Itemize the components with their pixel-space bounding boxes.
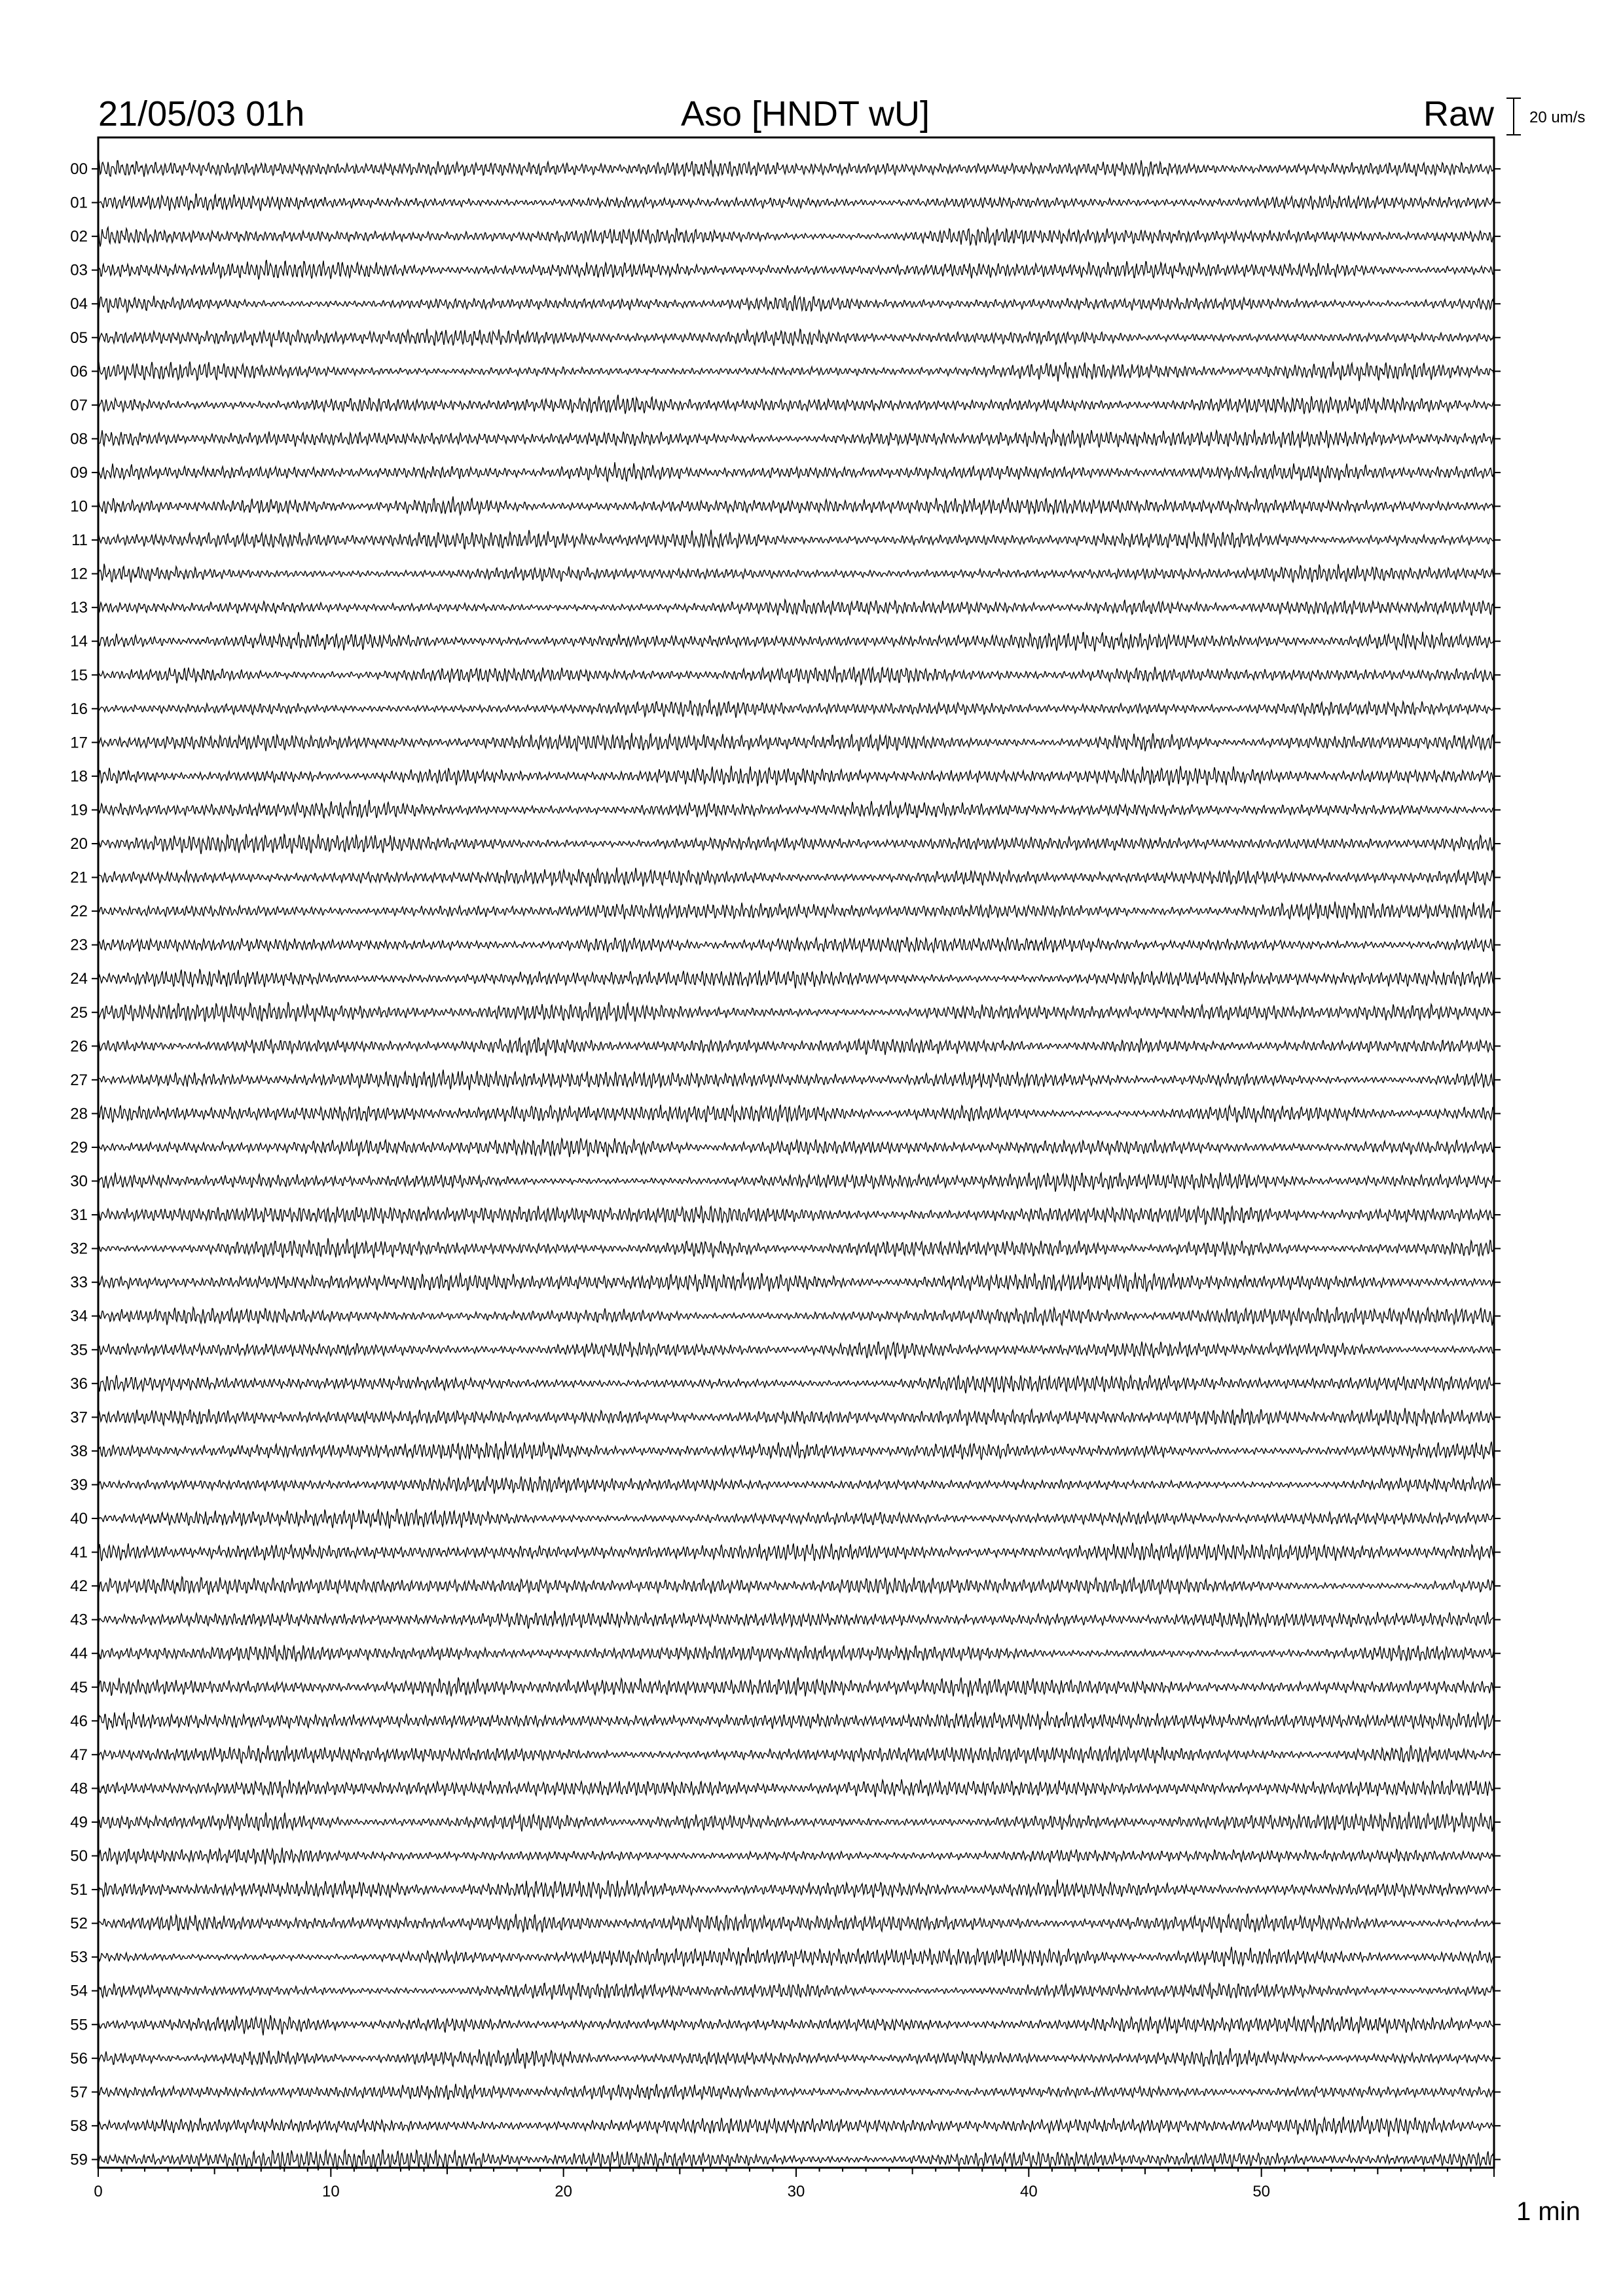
row-label: 28 <box>70 1105 88 1123</box>
row-label: 34 <box>70 1307 88 1325</box>
row-label: 02 <box>70 228 88 246</box>
trace-row-49 <box>98 1812 1494 1832</box>
row-label: 43 <box>70 1611 88 1629</box>
trace-row-01 <box>98 194 1494 211</box>
x-tick-label: 40 <box>1019 2183 1038 2200</box>
row-label: 49 <box>70 1813 88 1831</box>
mode-label: Raw <box>1423 94 1494 134</box>
trace-row-43 <box>98 1611 1494 1628</box>
trace-row-32 <box>98 1238 1494 1258</box>
trace-row-30 <box>98 1172 1494 1192</box>
trace-row-41 <box>98 1543 1494 1561</box>
trace-group <box>98 160 1494 2170</box>
row-label: 45 <box>70 1678 88 1696</box>
trace-row-24 <box>98 969 1494 989</box>
row-label: 11 <box>71 531 88 550</box>
trace-row-22 <box>98 901 1494 920</box>
row-label: 16 <box>70 700 88 718</box>
row-label: 46 <box>70 1712 88 1731</box>
trace-row-34 <box>98 1307 1494 1326</box>
trace-row-35 <box>98 1342 1494 1359</box>
trace-row-48 <box>98 1780 1494 1797</box>
trace-row-56 <box>98 2048 1494 2068</box>
trace-row-18 <box>98 766 1494 786</box>
row-label: 05 <box>70 329 88 347</box>
trace-row-40 <box>98 1509 1494 1530</box>
amplitude-scale-label: 20 um/s <box>1529 109 1586 126</box>
x-tick-label: 50 <box>1252 2183 1271 2200</box>
trace-row-08 <box>98 429 1494 448</box>
row-label: 27 <box>70 1071 88 1089</box>
trace-row-17 <box>98 733 1494 751</box>
row-label: 58 <box>70 2117 88 2135</box>
row-label: 17 <box>70 734 88 752</box>
row-label: 31 <box>70 1206 88 1225</box>
row-label: 36 <box>70 1374 88 1393</box>
row-label-group <box>70 160 88 2168</box>
trace-row-42 <box>98 1577 1494 1595</box>
row-label: 26 <box>70 1037 88 1056</box>
trace-row-05 <box>98 329 1494 347</box>
row-label: 21 <box>70 869 88 887</box>
trace-row-04 <box>98 295 1494 312</box>
row-label: 37 <box>70 1408 88 1427</box>
row-label: 52 <box>70 1914 88 1933</box>
row-label: 12 <box>70 565 88 583</box>
row-label: 24 <box>70 970 88 988</box>
row-label: 00 <box>70 160 88 178</box>
row-label: 39 <box>70 1476 88 1494</box>
row-label: 35 <box>70 1341 88 1359</box>
trace-row-57 <box>98 2084 1494 2100</box>
trace-row-21 <box>98 867 1494 886</box>
row-label: 42 <box>70 1577 88 1596</box>
row-label: 33 <box>70 1274 88 1292</box>
row-label: 07 <box>70 396 88 414</box>
row-label: 38 <box>70 1442 88 1460</box>
trace-row-53 <box>98 1947 1494 1967</box>
row-label: 20 <box>70 835 88 853</box>
row-label: 54 <box>70 1982 88 2000</box>
trace-row-28 <box>98 1105 1494 1122</box>
row-label: 04 <box>70 295 88 314</box>
row-label: 51 <box>70 1881 88 1899</box>
trace-row-44 <box>98 1645 1494 1661</box>
row-label: 30 <box>70 1172 88 1191</box>
row-label: 06 <box>70 363 88 381</box>
x-tick-label: 10 <box>321 2183 340 2200</box>
trace-row-14 <box>98 632 1494 651</box>
trace-row-55 <box>98 2015 1494 2036</box>
x-tick-label: 0 <box>94 2183 103 2200</box>
trace-row-47 <box>98 1745 1494 1763</box>
trace-row-36 <box>98 1375 1494 1393</box>
trace-row-54 <box>98 1983 1494 2000</box>
row-label: 23 <box>70 936 88 954</box>
row-label: 47 <box>70 1746 88 1764</box>
datetime-title: 21/05/03 01h <box>98 94 305 134</box>
trace-row-12 <box>98 564 1494 583</box>
row-label: 57 <box>70 2083 88 2102</box>
row-label: 01 <box>70 194 88 212</box>
trace-row-38 <box>98 1441 1494 1460</box>
row-label: 19 <box>70 801 88 819</box>
trace-row-29 <box>98 1138 1494 1157</box>
trace-row-31 <box>98 1206 1494 1225</box>
row-label: 14 <box>70 632 88 651</box>
row-label: 55 <box>70 2016 88 2034</box>
trace-row-50 <box>98 1848 1494 1865</box>
trace-row-15 <box>98 666 1494 685</box>
trace-row-58 <box>98 2116 1494 2137</box>
row-label: 15 <box>70 666 88 685</box>
row-label: 40 <box>70 1510 88 1528</box>
x-axis-labels <box>94 2183 1270 2200</box>
trace-row-02 <box>98 227 1494 247</box>
x-tick-label: 20 <box>555 2183 573 2200</box>
trace-row-00 <box>98 160 1494 177</box>
trace-row-27 <box>98 1069 1494 1090</box>
trace-row-45 <box>98 1677 1494 1697</box>
trace-row-37 <box>98 1408 1494 1426</box>
trace-row-26 <box>98 1037 1494 1056</box>
row-label: 41 <box>70 1543 88 1562</box>
row-label: 53 <box>70 1948 88 1967</box>
trace-row-11 <box>98 529 1494 548</box>
row-label: 09 <box>70 463 88 482</box>
row-label: 44 <box>70 1645 88 1663</box>
trace-row-25 <box>98 1002 1494 1022</box>
row-label: 13 <box>70 599 88 617</box>
trace-row-09 <box>98 462 1494 482</box>
trace-row-33 <box>98 1272 1494 1292</box>
trace-row-20 <box>98 834 1494 854</box>
trace-row-19 <box>98 800 1494 818</box>
row-label: 10 <box>70 497 88 516</box>
row-label: 48 <box>70 1780 88 1798</box>
row-label: 29 <box>70 1138 88 1157</box>
trace-row-23 <box>98 937 1494 952</box>
row-label: 18 <box>70 767 88 785</box>
amplitude-scale-bar <box>1506 98 1521 135</box>
x-tick-label: 30 <box>787 2183 805 2200</box>
trace-row-10 <box>98 497 1494 515</box>
trace-row-06 <box>98 361 1494 382</box>
trace-row-39 <box>98 1476 1494 1494</box>
trace-row-16 <box>98 700 1494 717</box>
row-label: 59 <box>70 2151 88 2169</box>
row-label: 22 <box>70 903 88 921</box>
row-label: 50 <box>70 1847 88 1865</box>
trace-row-03 <box>98 260 1494 279</box>
trace-row-07 <box>98 395 1494 414</box>
row-label: 08 <box>70 430 88 448</box>
trace-row-13 <box>98 600 1494 615</box>
row-label: 03 <box>70 261 88 279</box>
row-label: 25 <box>70 1003 88 1022</box>
station-title: Aso [HNDT wU] <box>680 94 930 134</box>
trace-row-46 <box>98 1712 1494 1730</box>
trace-row-52 <box>98 1914 1494 1933</box>
row-label: 32 <box>70 1240 88 1258</box>
x-unit-label: 1 min <box>1516 2197 1580 2226</box>
trace-row-51 <box>98 1880 1494 1899</box>
row-label: 56 <box>70 2049 88 2068</box>
